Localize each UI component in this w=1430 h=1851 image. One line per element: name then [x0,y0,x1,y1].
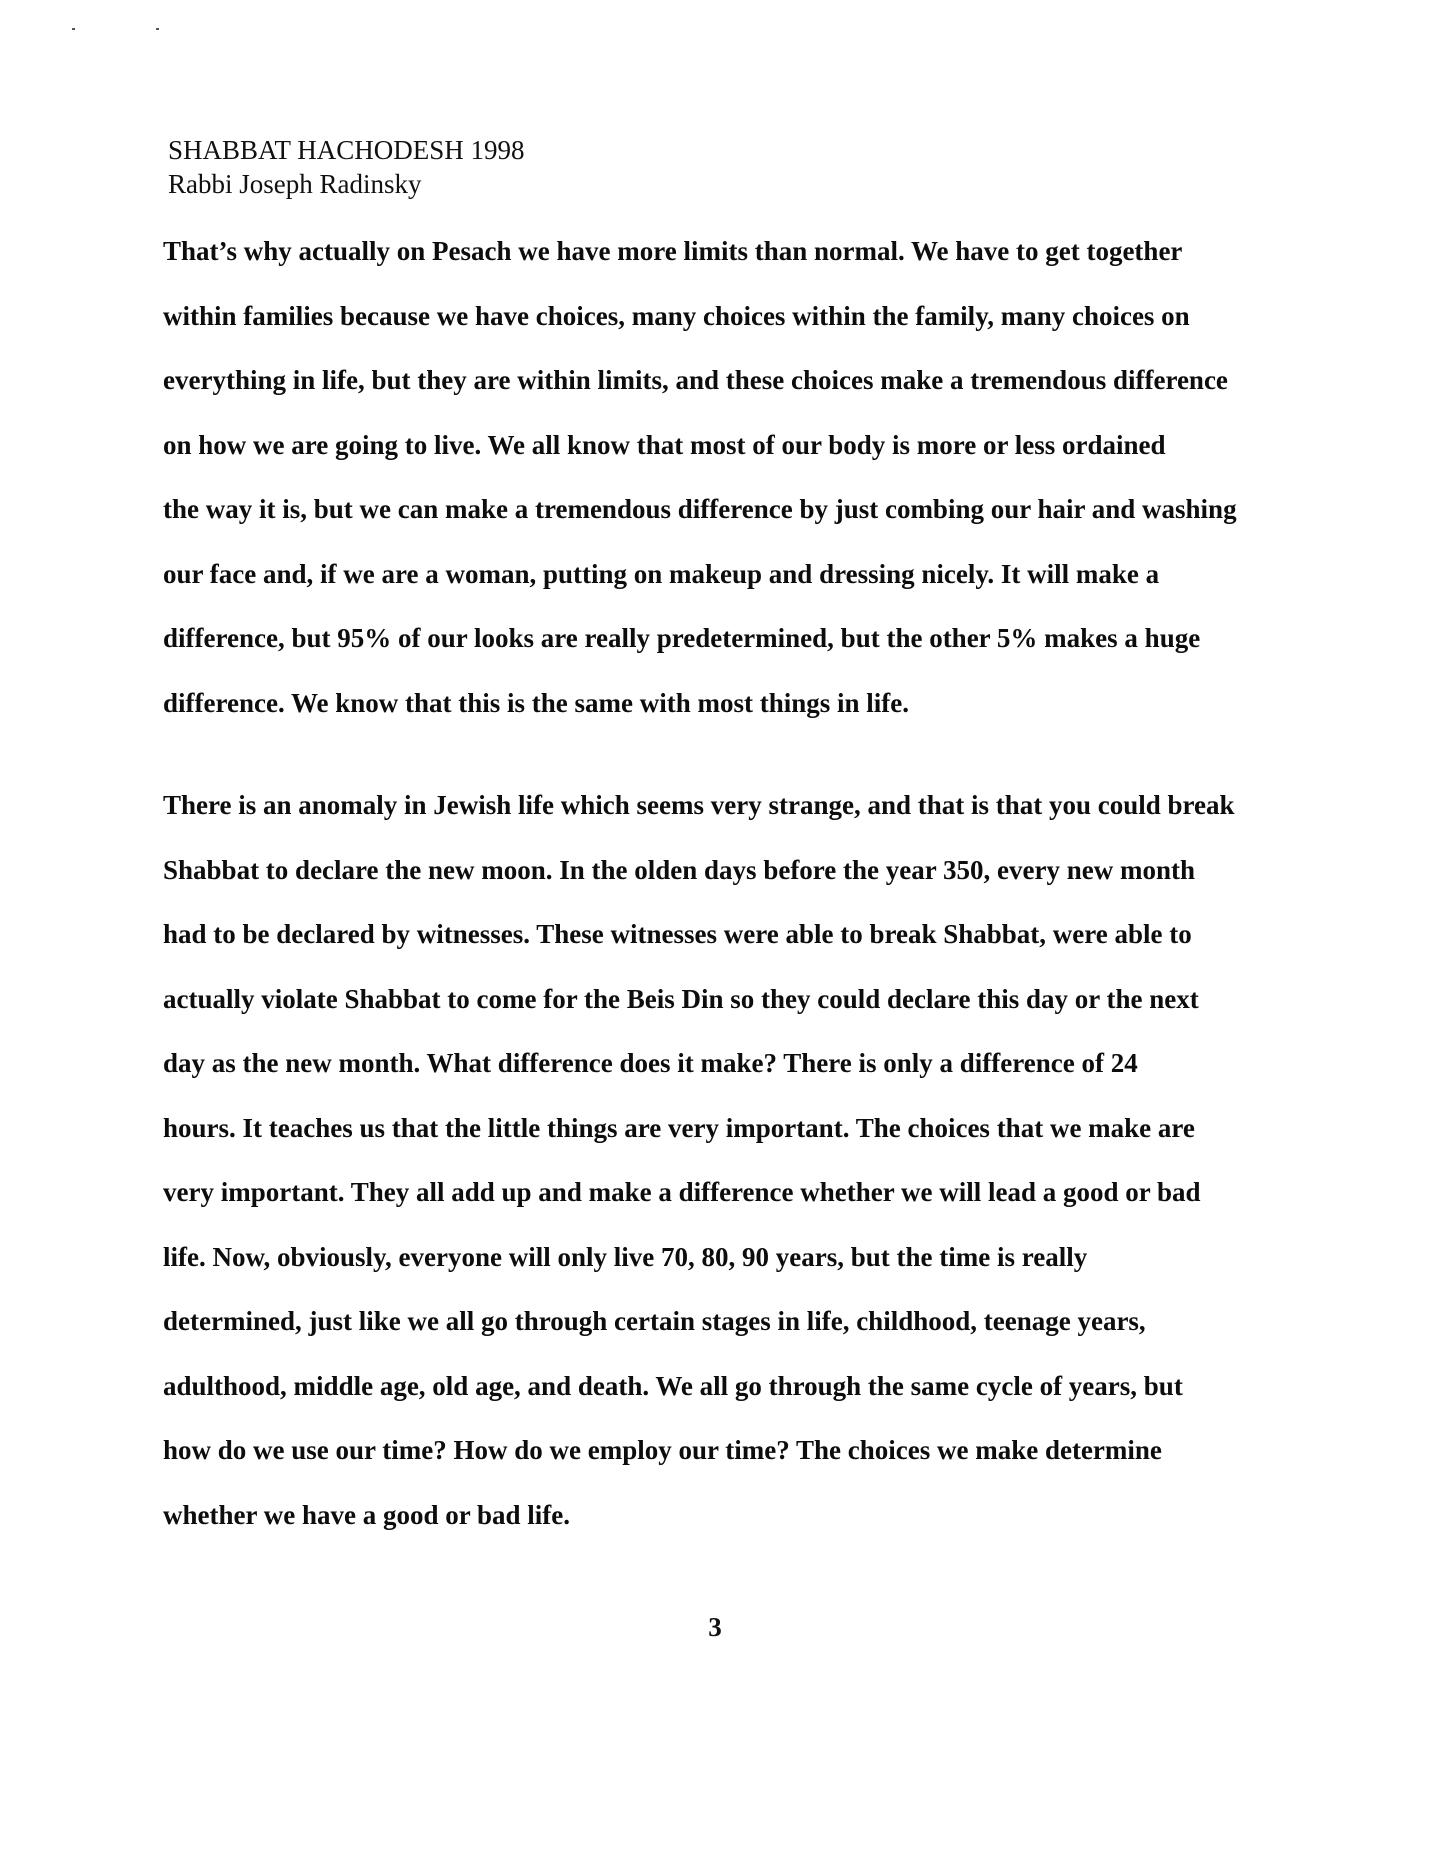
document-author: Rabbi Joseph Radinsky [168,169,422,199]
text-line: the way it is, but we can make a tremendous difference by just combing our hair and washing [163,494,1237,524]
text-line: life. Now, obviously, everyone will only live 70, 80, 90 years, but the time is really [163,1241,1088,1272]
scan-mark [156,28,159,30]
text-line: adulthood, middle age, old age, and death. We all go through the same cycle of years, but [163,1370,1183,1401]
text-line: Shabbat to declare the new moon. In the olden days before the year 350, every new month [163,854,1195,885]
scan-mark [72,28,75,30]
text-line: hours. It teaches us that the little things are very important. The choices that we make are [163,1112,1195,1143]
paragraph-1 [163,219,1273,735]
text-line: That’s why actually on Pesach we have more limits than normal. We have to get together [163,236,1183,266]
text-line: There is an anomaly in Jewish life which seems very strange, and that is that you could break [163,790,1235,820]
text-line: difference, but 95% of our looks are really predetermined, but the other 5% makes a huge [163,623,1201,653]
text-line: difference. We know that this is the same with most things in life. [163,687,910,718]
paragraph-2 [163,773,1273,1547]
text-line: how do we use our time? How do we employ our time? The choices we make determine [163,1435,1162,1465]
text-line: day as the new month. What difference does it make? There is only a difference of 24 [163,1048,1138,1078]
document-title: SHABBAT HACHODESH 1998 [168,135,525,165]
text-line: everything in life, but they are within limits, and these choices make a tremendous difference [163,365,1228,395]
text-line: on how we are going to live. We all know that most of our body is more or less ordained [163,429,1166,460]
text-line: had to be declared by witnesses. These witnesses were able to break Shabbat, were able to [163,919,1192,949]
text-line: actually violate Shabbat to come for the Beis Din so they could declare this day or the next [163,983,1199,1014]
text-line: whether we have a good or bad life. [163,1499,570,1530]
text-line: our face and, if we are a woman, putting on makeup and dressing nicely. It will make a [163,558,1160,589]
document-header [168,133,1268,201]
text-line: determined, just like we all go through certain stages in life, childhood, teenage years, [163,1306,1146,1336]
text-line: very important. They all add up and make a difference whether we will lead a good or bad [163,1177,1201,1207]
text-line: within families because we have choices, many choices within the family, many choices on [163,300,1190,331]
page-number: 3 [708,1612,722,1642]
